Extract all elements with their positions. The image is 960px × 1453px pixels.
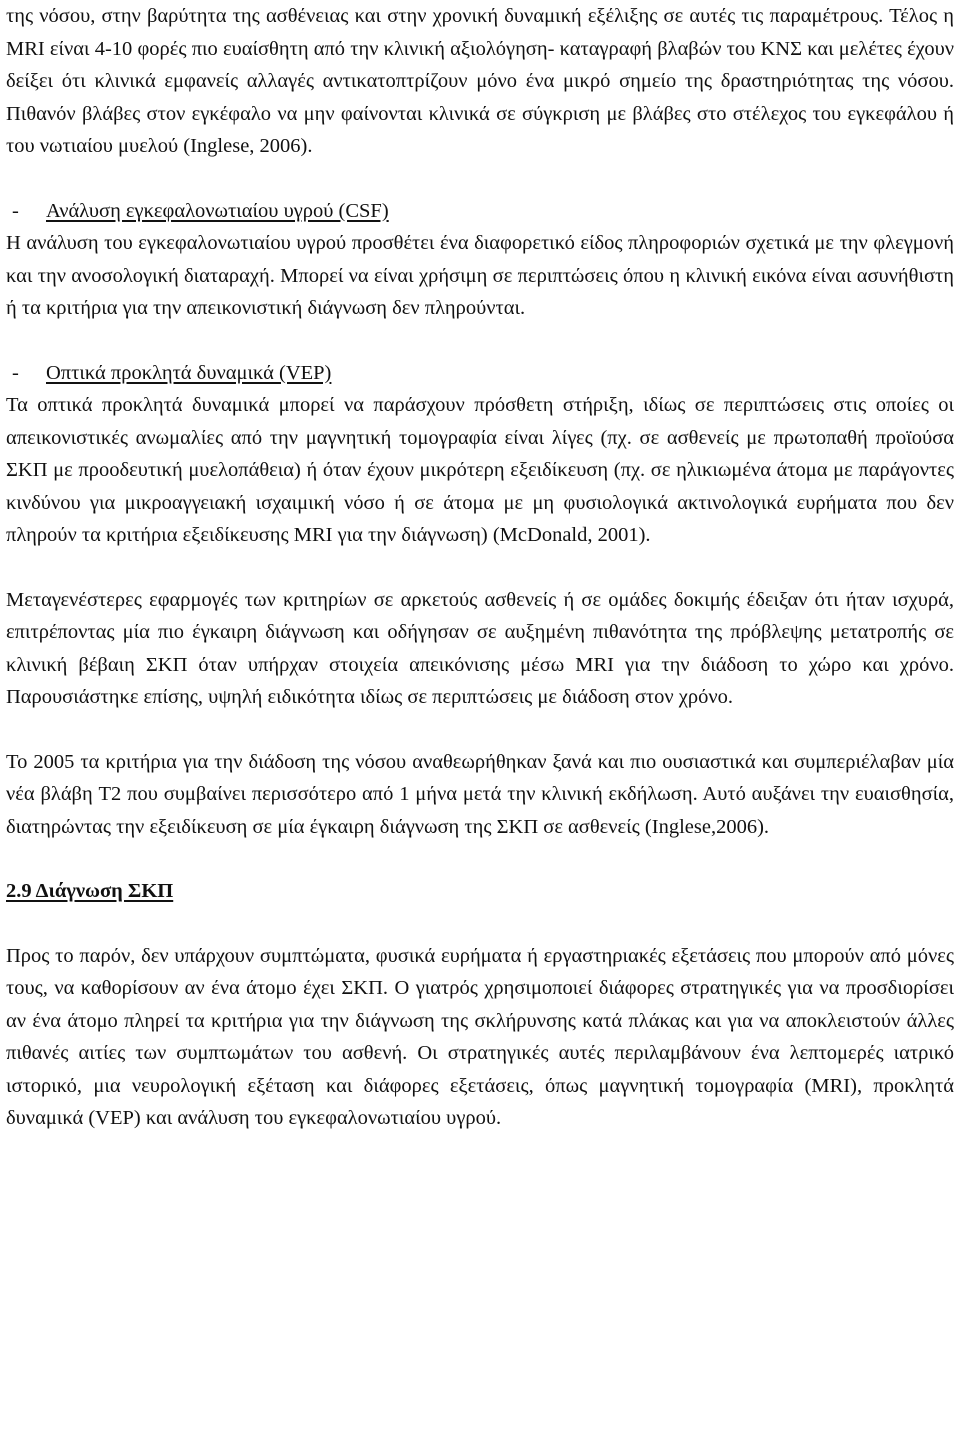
csf-bullet: - bbox=[12, 199, 19, 222]
later-applications-paragraph: Μεταγενέστερες εφαρμογές των κριτηρίων σε αρκετούς ασθενείς ή σε ομάδες δοκιμής έδειξαν ότι ήταν ισχυρά, επιτρέποντας μία πιο έγκαιρη διάγνωση και οδήγησαν σε αυξημένη πιθανότητα της πρόβλεψης μετατροπής σε κλινική βέβαιη ΣΚΠ όταν υπήρχαν στοιχεία απεικόνισης μέσω MRI για την διάδοση το χώρο και χρόνο. Παρουσιάστηκε επίσης, υψηλή ειδικότητα ιδίως σε περιπτώσεις με διάδοση στον χρόνο. bbox=[6, 588, 954, 708]
paragraph-gap bbox=[6, 714, 954, 746]
csf-heading-row bbox=[6, 195, 954, 228]
document-page bbox=[6, 0, 954, 1135]
intro-paragraph: της νόσου, στην βαρύτητα της ασθένειας και στην χρονική δυναμική εξέλιξης σε αυτές τις παραμέτρους. Τέλος η MRI είναι 4-10 φορές πιο ευαίσθητη από την κλινική αξιολόγηση- καταγραφή βλαβών του ΚΝΣ και μελέτες έχουν δείξει ότι κλινικά εμφανείς αλλαγές αντικατοπτρίζουν μόνο ένα μικρό σημείο της δραστηριότητας της νόσου. Πιθανόν βλάβες στον εγκέφαλο να μην φαίνονται κλινικά σε σύγκριση με βλάβες στο στέλεχος του εγκεφάλου ή του νωτιαίου μυελού (Inglese, 2006). bbox=[6, 5, 954, 157]
paragraph-gap bbox=[6, 843, 954, 875]
vep-heading: Οπτικά προκλητά δυναμικά (VEP) bbox=[46, 361, 332, 384]
vep-bullet: - bbox=[12, 361, 19, 384]
section-paragraph: Προς το παρόν, δεν υπάρχουν συμπτώματα, φυσικά ευρήματα ή εργαστηριακές εξετάσεις που μπορούν από μόνες τους, να καθορίσουν αν ένα άτομο έχει ΣΚΠ. Ο γιατρός χρησιμοποιεί διάφορες στρατηγικές για να προσδιορίσει αν ένα άτομο πληρεί τα κριτήρια για την διάγνωση της σκλήρυνσης κατά πλάκας και για να αποκλειστούν άλλες πιθανές αιτίες των συμπτωμάτων του ασθενή. Οι στρατηγικές αυτές περιλαμβάνουν ένα λεπτομερές ιατρικό ιστορικό, μια νευρολογική εξέταση και διάφορες εξετάσεις, όπως μαγνητική τομογραφία (MRI), προκλητά δυναμικά (VEP) και ανάλυση του εγκεφαλονωτιαίου υγρού. bbox=[6, 944, 954, 1129]
paragraph-gap bbox=[6, 552, 954, 584]
vep-paragraph: Τα οπτικά προκλητά δυναμικά μπορεί να παράσχουν πρόσθετη στήριξη, ιδίως σε περιπτώσεις στις οποίες οι απεικονιστικές ανωμαλίες από την μαγνητική τομογραφία είναι λίγες (πχ. σε ασθενείς με πρωτοπαθή προϊούσα ΣΚΠ με προοδευτική μυελοπάθεια) ή όταν έχουν μικρότερη εξειδίκευση (πχ. σε ηλικιωμένα άτομα με παράγοντες κινδύνου για μικροαγγειακή ισχαιμική νόσο ή σε άτομα με μη φυσιολογικά ακτινολογικά ευρήματα που δεν πληρούν τα κριτήρια εξειδίκευσης MRI για την διάγνωση) (McDonald, 2001). bbox=[6, 394, 954, 546]
section-heading: 2.9 Διάγνωση ΣΚΠ bbox=[6, 880, 174, 902]
paragraph-gap bbox=[6, 163, 954, 195]
paragraph-gap bbox=[6, 908, 954, 940]
paragraph-gap bbox=[6, 325, 954, 357]
vep-heading-row bbox=[6, 357, 954, 390]
csf-heading: Ανάλυση εγκεφαλονωτιαίου υγρού (CSF) bbox=[46, 199, 389, 222]
csf-paragraph: Η ανάλυση του εγκεφαλονωτιαίου υγρού προσθέτει ένα διαφορετικό είδος πληροφοριών σχετικά με την φλεγμονή και την ανοσολογική διαταραχή. Μπορεί να είναι χρήσιμη σε περιπτώσεις όπου η κλινική εικόνα είναι ασυνήθιστη ή τα κριτήρια για την απεικονιστική διάγνωση δεν πληρούνται. bbox=[6, 232, 954, 319]
criteria-2005-paragraph: Το 2005 τα κριτήρια για την διάδοση της νόσου αναθεωρήθηκαν ξανά και πιο ουσιαστικά και συμπεριέλαβαν μία νέα βλάβη T2 που συμβαίνει περισσότερο από 1 μήνα μετά την κλινική εκδήλωση. Αυτό αυξάνει την ευαισθησία, διατηρώντας την εξειδίκευση σε μία έγκαιρη διάγνωση της ΣΚΠ σε ασθενείς (Inglese,2006). bbox=[6, 750, 954, 838]
